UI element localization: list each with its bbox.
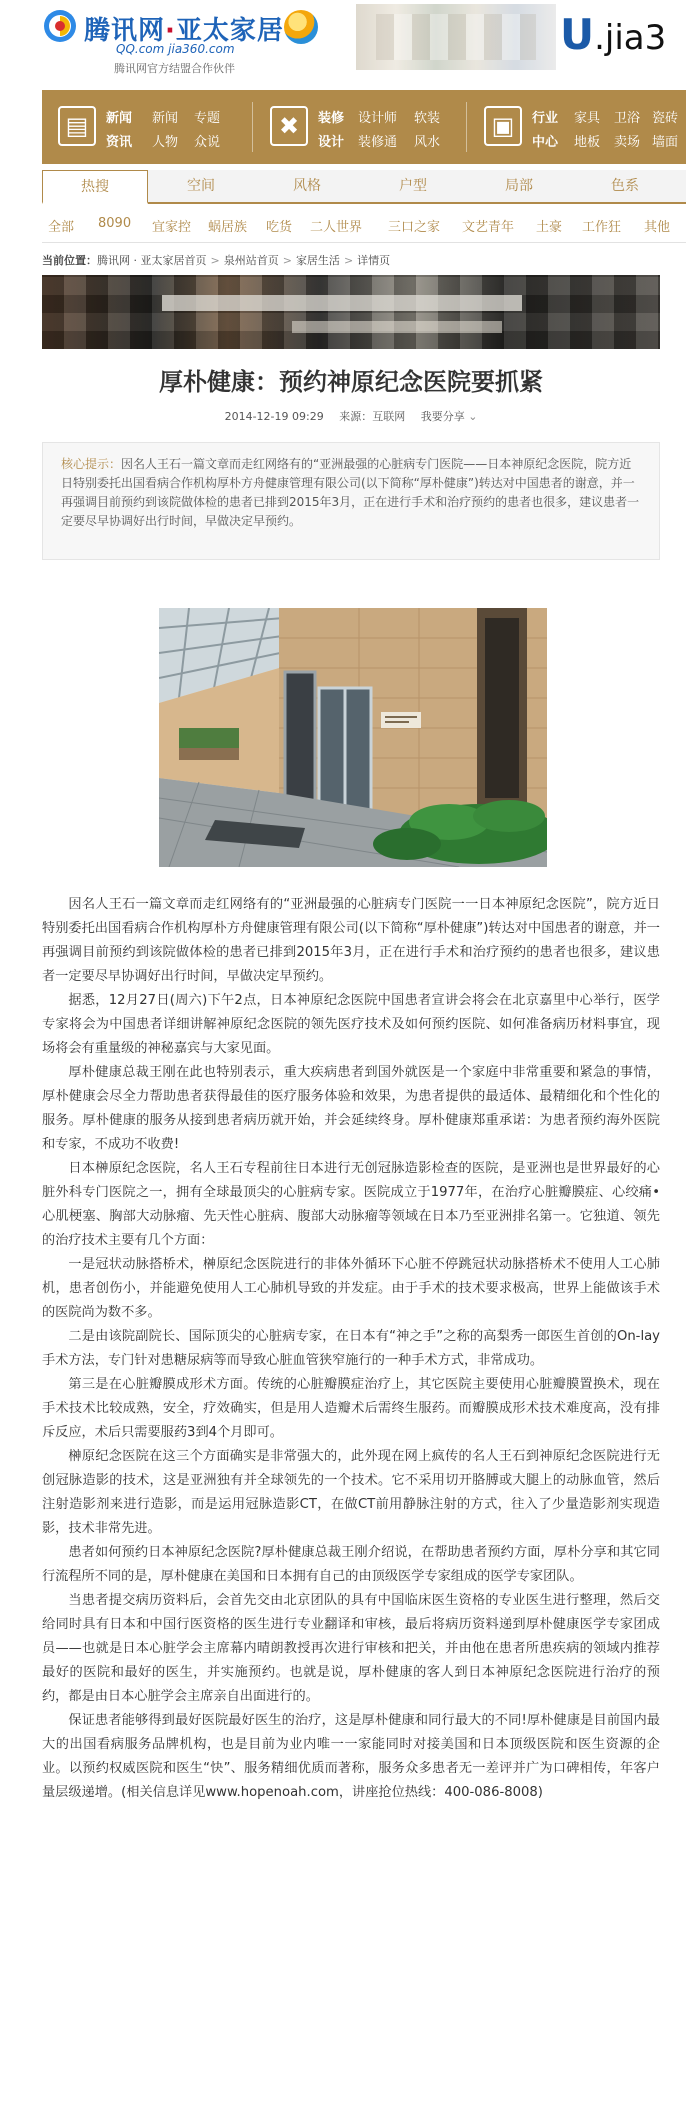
breadcrumb-section[interactable]: 家居生活: [295, 254, 340, 267]
tab-color[interactable]: 色系: [611, 178, 639, 194]
breadcrumb-home[interactable]: 腾讯网 · 亚太家居首页: [97, 254, 207, 267]
breadcrumb-current: 详情页: [357, 254, 391, 267]
category-links: [42, 210, 686, 240]
nav-link-tiles[interactable]: 瓷砖: [652, 111, 679, 126]
partner-logo[interactable]: U.jia3: [560, 10, 667, 59]
article-paragraph: 据悉，12月27日(周六)下午2点，日本神原纪念医院中国患者宣讲会将会在北京嘉里中心举行，医学专家将会为中国患者详细讲解神原纪念医院的领先医疗技术及如何预约医院、如何准备病历材料事宜，现场将会有重量级的神秘嘉宾与大家见面。: [42, 993, 660, 1056]
qq-logo-icon: [42, 8, 78, 44]
category-all[interactable]: 全部: [48, 220, 75, 235]
article-paragraph: 因名人王石一篇文章而走红网络有的“亚洲最强的心脏病专门医院一一日本神原纪念医院”，院方近日特别委托出国看病合作机构厚朴方舟健康管理有限公司(以下简称“厚朴健康”)转达对中国患者的谢意，并一再强调目前预约到该院做体检的患者已排到2015年3月，正在进行手术和治疗预约的患者也很多，建议患者一定要尽早协调好出行时间，早做决定早预约。: [42, 897, 660, 984]
main-nav: [42, 90, 686, 164]
nav-link-walls[interactable]: 墙面: [652, 135, 679, 150]
nav-head-news-1[interactable]: 新闻: [106, 111, 133, 126]
category-family[interactable]: 三口之家: [388, 220, 441, 235]
nav-head-industry-2[interactable]: 中心: [532, 135, 559, 150]
article-paragraph: 患者如何预约日本神原纪念医院?厚朴健康总裁王刚介绍说，在帮助患者预约方面，厚朴分享和其它同行流程所不同的是，厚朴健康在美国和日本拥有自己的由顶级医学专家组成的医学专家团队。: [42, 1545, 660, 1584]
hospital-photo-illustration: [159, 608, 547, 867]
breadcrumb-station[interactable]: 泉州站首页: [223, 254, 279, 267]
category-couple[interactable]: 二人世界: [310, 220, 363, 235]
article-paragraph: 一是冠状动脉搭桥术，榊原纪念医院进行的非体外循环下心脏不停跳冠状动脉搭桥术不使用人工心肺机，患者创伤小，并能避免使用人工心肺机导致的并发症。由于手术的技术要求极高，世界上能做该手术的医院尚为数不多。: [42, 1257, 660, 1320]
category-8090[interactable]: 8090: [98, 216, 132, 231]
tab-style[interactable]: 风格: [293, 178, 321, 194]
article-paragraph: 榊原纪念医院在这三个方面确实是非常强大的，此外现在网上疯传的名人王石到神原纪念医院进行无创冠脉造影的技术，这是亚洲独有并全球领先的一个技术。它不采用切开胳膊或大腿上的动脉血管，然后注射造影剂来进行造影，而是运用冠脉造影CT，在做CT前用静脉注射的方式，往入了少量造影剂实现造影，技术非常先进。: [42, 1449, 660, 1536]
article-paragraph: 二是由该院副院长、国际顶尖的心脏病专家，在日本有“神之手”之称的高梨秀一郎医生首创的On-lay手术方法，专门针对患糖尿病等而导致心脏血管狭窄施行的一种手术方式，非常成功。: [42, 1329, 660, 1368]
nav-link-people[interactable]: 人物: [152, 135, 179, 150]
summary-label: 核心提示：: [61, 457, 122, 471]
site-header: [0, 0, 686, 78]
chevron-right-icon: >: [210, 254, 220, 267]
nav-group-industry: [468, 90, 686, 164]
article-summary: [42, 442, 660, 560]
filter-tabs: [42, 170, 686, 204]
nav-group-design: [254, 90, 464, 164]
nav-link-fengshui[interactable]: 风水: [414, 135, 441, 150]
tab-partial[interactable]: 局部: [505, 178, 533, 194]
article-title: 厚朴健康：预约神原纪念医院要抓紧: [159, 368, 543, 396]
nav-link-opinions[interactable]: 众说: [194, 135, 221, 150]
nav-head-design-1[interactable]: 装修: [318, 111, 345, 126]
sofa-icon: ▣: [484, 106, 522, 146]
article-paragraph: 日本榊原纪念医院，名人王石专程前往日本进行无创冠脉造影检查的医院，是亚洲也是世界最好的心脏外科专门医院之一，拥有全球最顶尖的心脏病专家。医院成立于1977年，在治疗心脏瓣膜症、心绞痛•心肌梗塞、胸部大动脉瘤、先天性心脏病、腹部大动脉瘤等领域在日本乃至亚洲排名第一。它独道、领先的治疗技术主要有几个方面：: [42, 1161, 660, 1248]
breadcrumb-label: 当前位置：: [42, 254, 97, 267]
category-ikea[interactable]: 宜家控: [152, 220, 192, 235]
logo-domain: QQ.com jia360.com: [116, 42, 235, 56]
ad-banner[interactable]: [42, 275, 660, 349]
site-logo[interactable]: [42, 8, 322, 75]
category-foodie[interactable]: 吃货: [266, 220, 293, 235]
article-body: [42, 893, 660, 1805]
nav-link-designer[interactable]: 设计师: [358, 111, 398, 126]
tab-space[interactable]: 空间: [187, 178, 215, 194]
nav-link-renovation[interactable]: 装修通: [358, 135, 398, 150]
nav-head-news-2[interactable]: 资讯: [106, 135, 133, 150]
logo-slogan: 腾讯网官方结盟合作伙伴: [114, 62, 235, 75]
nav-divider: [252, 102, 253, 152]
category-rich[interactable]: 土豪: [536, 220, 563, 235]
divider: [42, 242, 686, 243]
tools-icon: ✖: [270, 106, 308, 146]
nav-link-bathroom[interactable]: 卫浴: [614, 111, 641, 126]
summary-text: 因名人王石一篇文章而走红网络有的“亚洲最强的心脏病专门医院——日本神原纪念医院，院方近日特别委托出国看病合作机构厚朴方舟健康管理有限公司(以下简称“厚朴健康”)转达对中国患者的谢意，并一再强调目前预约到该院做体检的患者已排到2015年3月，正在进行手术和治疗预约的患者也很多，建议患者一定要尽早协调好出行时间，早做决定早预约。: [61, 457, 640, 528]
category-workaholic[interactable]: 工作狂: [582, 220, 622, 235]
nav-link-flooring[interactable]: 地板: [574, 135, 601, 150]
nav-divider: [466, 102, 467, 152]
tab-layout[interactable]: 户型: [399, 178, 427, 194]
nav-link-malls[interactable]: 卖场: [614, 135, 641, 150]
article-paragraph: 保证患者能够得到最好医院最好医生的治疗，这是厚朴健康和同行最大的不同!厚朴健康是目前国内最大的出国看病服务品牌机构，也是目前为业内唯一一家能同时对接美国和日本顶级医院和医生资源的企业。以预约权威医院和医生“快”、服务精细优质而著称，服务众多患者无一差评并广为口碑相传，年客户量层级递增。(相关信息详见www.hopenoah.com，讲座抢位热线：400-086-8008): [42, 1713, 660, 1800]
share-button[interactable]: 我要分享 ⌄: [421, 410, 478, 423]
category-other[interactable]: 其他: [644, 220, 671, 235]
header-banner-image[interactable]: [356, 4, 556, 70]
article-source: 来源：互联网: [339, 410, 406, 423]
nav-link-news[interactable]: 新闻: [152, 111, 179, 126]
category-artsy[interactable]: 文艺青年: [462, 220, 515, 235]
breadcrumb: [42, 252, 390, 268]
nav-link-soft-decor[interactable]: 软装: [414, 111, 441, 126]
chevron-right-icon: >: [282, 254, 292, 267]
nav-group-news: [42, 90, 252, 164]
article-paragraph: 当患者提交病历资料后，会首先交由北京团队的具有中国临床医生资格的专业医生进行整理，然后交给同时具有日本和中国行医资格的医生进行专业翻译和审核，最后将病历资料递到厚朴健康医学专家团成员——也就是日本心脏学会主席幕内晴朗教授再次进行审核和把关，并由他在患者所患疾病的领域内推荐最好的医院和最好的医生，并实施预约。也就是说，厚朴健康的客人到日本神原纪念医院进行治疗的预约，都是由日本心脏学会主席亲自出面进行的。: [42, 1593, 660, 1704]
nav-head-design-2[interactable]: 设计: [318, 135, 345, 150]
article-paragraph: 第三是在心脏瓣膜成形术方面。传统的心脏瓣膜症治疗上，其它医院主要使用心脏瓣膜置换术，现在手术技术比较成熟，安全，疗效确实，但是用人造瓣术后需终生服药。而瓣膜成形术技术难度高，没有排斥反应，术后只需要服药3到4个月即可。: [42, 1377, 660, 1440]
hospital-entrance-photo: [159, 608, 547, 867]
ad-blurred-text: [292, 321, 502, 333]
news-icon: ▤: [58, 106, 96, 146]
nav-head-industry-1[interactable]: 行业: [532, 111, 559, 126]
nav-link-topics[interactable]: 专题: [194, 111, 221, 126]
article-meta: [42, 408, 660, 424]
article-date: 2014-12-19 09:29: [224, 410, 324, 423]
nav-link-furniture[interactable]: 家具: [574, 111, 601, 126]
orb-logo-icon: [284, 10, 318, 44]
article-paragraph: 厚朴健康总裁王刚在此也特别表示，重大疾病患者到国外就医是一个家庭中非常重要和紧急的事情，厚朴健康会尽全力帮助患者获得最佳的医疗服务体验和效果，为患者提供的最适体、最精细化和个性化的服务。厚朴健康的服务从接到患者病历就开始，并会延续终身。厚朴健康郑重承诺：为患者预约海外医院和专家，不成功不收费!: [42, 1065, 660, 1152]
category-small-home[interactable]: 蜗居族: [208, 220, 248, 235]
logo-title: 腾讯网·亚太家居: [84, 16, 284, 46]
tab-hot-search[interactable]: 热搜: [42, 170, 148, 204]
chevron-right-icon: >: [343, 254, 354, 267]
ad-blurred-text: [162, 295, 522, 311]
